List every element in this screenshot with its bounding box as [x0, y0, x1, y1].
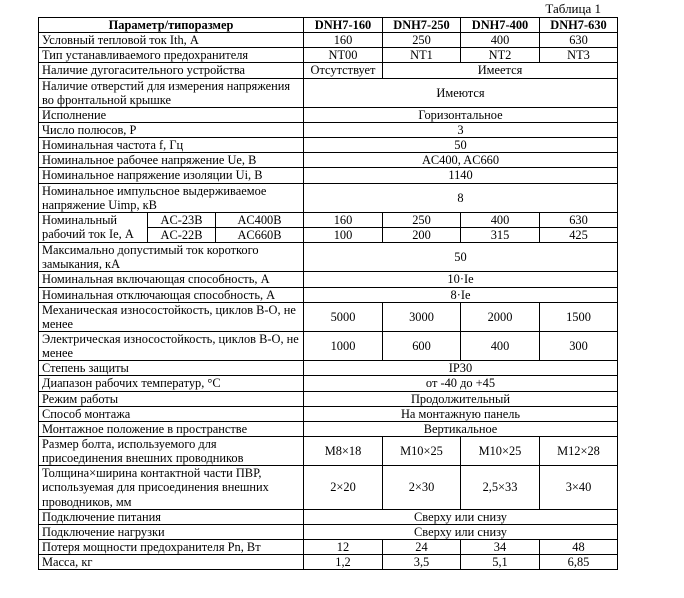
table-row	[39, 168, 618, 183]
table-row	[39, 287, 618, 302]
param-label: Максимально допустимый ток короткого замыкания, кА	[39, 243, 304, 272]
value-cell: Имеется	[383, 63, 618, 78]
value-cell: Продолжительный	[304, 391, 618, 406]
value-cell: M10×25	[383, 436, 461, 465]
param-label: Механическая износостойкость, циклов В-О, не менее	[39, 302, 304, 331]
value-cell: IP30	[304, 361, 618, 376]
param-label: Номинальное напряжение изоляции Ui, В	[39, 168, 304, 183]
param-label: Число полюсов, Р	[39, 122, 304, 137]
value-cell: 300	[540, 331, 618, 360]
param-label: Номинальное рабочее напряжение Ue, В	[39, 153, 304, 168]
param-label: Толщина×ширина контактной части ПВР, используемая для присоединения внешних проводников, мм	[39, 466, 304, 509]
value-cell: 8·Ie	[304, 287, 618, 302]
value-cell: Имеются	[304, 78, 618, 107]
value-cell: 2×20	[304, 466, 383, 509]
voltage-cell: AC660B	[216, 227, 304, 242]
table-row	[39, 48, 618, 63]
table-caption: Таблица 1	[545, 1, 601, 16]
value-cell: 3	[304, 122, 618, 137]
value-cell: 630	[540, 33, 618, 48]
value-cell: 50	[304, 243, 618, 272]
table-row	[39, 539, 618, 554]
table-row	[39, 243, 618, 272]
utilization-category-cell: AC-23B	[148, 212, 216, 227]
voltage-cell: AC400B	[216, 212, 304, 227]
value-cell: 630	[540, 212, 618, 227]
param-label: Размер болта, используемого для присоединения внешних проводников	[39, 436, 304, 465]
value-cell: M10×25	[461, 436, 540, 465]
table-row	[39, 391, 618, 406]
value-cell: 5000	[304, 302, 383, 331]
value-cell: 10·Ie	[304, 272, 618, 287]
param-label: Степень защиты	[39, 361, 304, 376]
table-row	[39, 406, 618, 421]
value-cell: 3×40	[540, 466, 618, 509]
table-row	[39, 78, 618, 107]
value-cell: Горизонтальное	[304, 107, 618, 122]
param-label: Исполнение	[39, 107, 304, 122]
value-cell: от -40 до +45	[304, 376, 618, 391]
model-column-header: DNH7-250	[383, 18, 461, 33]
value-cell: 1,2	[304, 555, 383, 570]
value-cell: AC400, AC660	[304, 153, 618, 168]
value-cell: 250	[383, 212, 461, 227]
table-row	[39, 122, 618, 137]
value-cell: 2,5×33	[461, 466, 540, 509]
value-cell: 1000	[304, 331, 383, 360]
value-cell: Сверху или снизу	[304, 524, 618, 539]
model-column-header: DNH7-630	[540, 18, 618, 33]
value-cell: 24	[383, 539, 461, 554]
param-label: Наличие дугогасительного устройства	[39, 63, 304, 78]
param-label: Номинальный рабочий ток Ie, А	[39, 212, 148, 242]
value-cell: 315	[461, 227, 540, 242]
utilization-category-cell: AC-22B	[148, 227, 216, 242]
table-row	[39, 524, 618, 539]
model-column-header: DNH7-400	[461, 18, 540, 33]
table-row	[39, 107, 618, 122]
param-label: Номинальное импульсное выдерживаемое напряжение Uimp, кВ	[39, 183, 304, 212]
value-cell: 400	[461, 212, 540, 227]
value-cell: 8	[304, 183, 618, 212]
value-cell: 160	[304, 33, 383, 48]
param-label: Масса, кг	[39, 555, 304, 570]
value-cell: NT1	[383, 48, 461, 63]
table-row	[39, 466, 618, 509]
value-cell: 600	[383, 331, 461, 360]
value-cell: 400	[461, 33, 540, 48]
param-label: Режим работы	[39, 391, 304, 406]
table-row	[39, 555, 618, 570]
value-cell: 160	[304, 212, 383, 227]
table-row	[39, 272, 618, 287]
value-cell: 3,5	[383, 555, 461, 570]
value-cell: 6,85	[540, 555, 618, 570]
value-cell: NT00	[304, 48, 383, 63]
value-cell: 425	[540, 227, 618, 242]
value-cell: 3000	[383, 302, 461, 331]
value-cell: M12×28	[540, 436, 618, 465]
param-label: Номинальная включающая способность, А	[39, 272, 304, 287]
param-label: Наличие отверстий для измерения напряжения во фронтальной крышке	[39, 78, 304, 107]
value-cell: 12	[304, 539, 383, 554]
param-label: Номинальная отключающая способность, А	[39, 287, 304, 302]
table-row	[39, 421, 618, 436]
param-label: Подключение нагрузки	[39, 524, 304, 539]
model-column-header: DNH7-160	[304, 18, 383, 33]
param-label: Потеря мощности предохранителя Pn, Вт	[39, 539, 304, 554]
value-cell: Сверху или снизу	[304, 509, 618, 524]
header-row	[39, 18, 618, 33]
table-row	[39, 509, 618, 524]
param-label: Условный тепловой ток Ith, А	[39, 33, 304, 48]
value-cell: 1500	[540, 302, 618, 331]
table-row	[39, 63, 618, 78]
value-cell: 400	[461, 331, 540, 360]
value-cell: NT3	[540, 48, 618, 63]
value-cell: 5,1	[461, 555, 540, 570]
table-row	[39, 376, 618, 391]
value-cell: 1140	[304, 168, 618, 183]
param-label: Подключение питания	[39, 509, 304, 524]
value-cell: 48	[540, 539, 618, 554]
value-cell: 50	[304, 138, 618, 153]
value-cell: NT2	[461, 48, 540, 63]
value-cell: 250	[383, 33, 461, 48]
value-cell: 2000	[461, 302, 540, 331]
param-label: Монтажное положение в пространстве	[39, 421, 304, 436]
value-cell: 2×30	[383, 466, 461, 509]
table-row	[39, 153, 618, 168]
param-label: Диапазон рабочих температур, °С	[39, 376, 304, 391]
value-cell: M8×18	[304, 436, 383, 465]
table-row	[39, 33, 618, 48]
value-cell: На монтажную панель	[304, 406, 618, 421]
param-label: Тип устанавливаемого предохранителя	[39, 48, 304, 63]
value-cell: Отсутствует	[304, 63, 383, 78]
table-row	[39, 331, 618, 360]
value-cell: 34	[461, 539, 540, 554]
param-column-header: Параметр/типоразмер	[39, 18, 304, 33]
spec-table	[38, 17, 618, 570]
value-cell: 100	[304, 227, 383, 242]
param-label: Номинальная частота f, Гц	[39, 138, 304, 153]
table-row	[39, 436, 618, 465]
param-label: Электрическая износостойкость, циклов В-О, не менее	[39, 331, 304, 360]
value-cell: Вертикальное	[304, 421, 618, 436]
table-row	[39, 138, 618, 153]
table-row-rated-current	[39, 212, 618, 227]
table-row	[39, 183, 618, 212]
value-cell: 200	[383, 227, 461, 242]
table-row	[39, 361, 618, 376]
table-row	[39, 302, 618, 331]
param-label: Способ монтажа	[39, 406, 304, 421]
